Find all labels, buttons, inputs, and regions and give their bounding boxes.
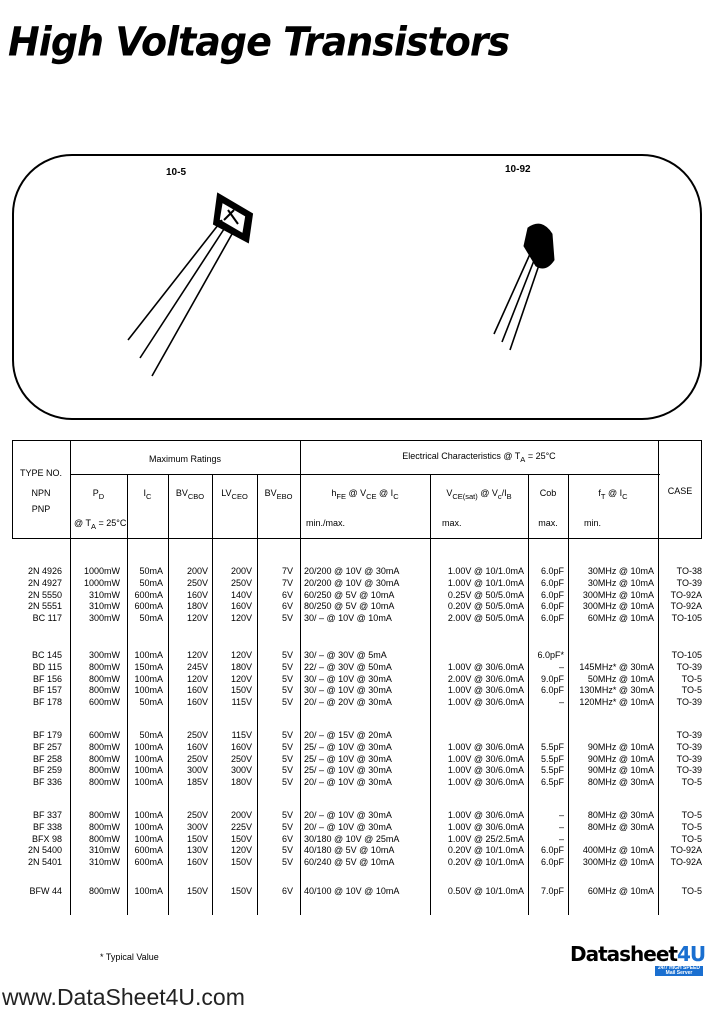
cell-bvebo: 5V [281,857,293,868]
cell-ft: 80MHz @ 30mA [587,821,654,832]
cell-type: BC 117 [32,613,62,624]
cell-vce-sat: 1.00V @ 30/6.0mA [447,661,524,672]
cell-lvceo: 200V [230,810,252,820]
cell-vce-sat: 0.20V @ 10/1.0mA [447,845,524,856]
cell-ic: 100mA [134,810,163,820]
cell-ft: 120MHz* @ 10mA [579,697,654,708]
cell-lvceo: 150V [230,857,252,868]
cell-case: TO-5 [681,673,702,684]
to5-lead-3 [152,234,232,376]
cell-lvceo: 115V [231,730,252,740]
cell-bvcbo: 160V [186,857,208,868]
cell-lvceo: 225V [230,821,252,832]
cell-ft: 90MHz @ 10mA [587,765,654,776]
cell-vce-sat: 0.25V @ 50/5.0mA [447,589,524,600]
cell-bvcbo: 160V [186,685,208,696]
cell-pd: 800mW [88,685,120,696]
to92-lead-1 [494,254,530,334]
header-ft-note: min. [584,518,602,528]
cell-vce-sat: 1.00V @ 10/1.0mA [447,577,524,588]
cell-bvcbo: 120V [186,650,208,660]
cell-bvebo: 7V [281,577,293,588]
to92-lead-3 [510,262,540,350]
cell-lvceo: 160V [230,741,252,752]
cell-bvcbo: 150V [186,886,208,896]
to92-lead-2 [502,258,535,342]
cell-cob: 6.0pF* [537,650,564,660]
cell-cob: 6.5pF [540,777,564,788]
cell-case: TO-5 [681,777,702,788]
cell-cob: 6.0pF [540,685,564,696]
cell-pd: 1000mW [83,577,120,588]
cell-case: TO-92A [670,601,702,612]
cell-hfe: 20/200 @ 10V @ 30mA [304,577,400,588]
cell-type: BFW 44 [29,886,62,896]
cell-vce-sat: 0.50V @ 10/1.0mA [447,886,524,896]
cell-vce-sat: 1.00V @ 30/6.0mA [447,741,524,752]
table-subheader-line [70,474,660,475]
cell-ft: 130MHz* @ 30mA [579,685,654,696]
cell-bvcbo: 150V [186,833,208,844]
cell-case: TO-92A [670,857,702,868]
cell-ic: 100mA [134,765,163,776]
cell-bvcbo: 160V [186,741,208,752]
table-row [12,834,702,846]
header-cob: Cob [539,488,557,498]
cell-lvceo: 120V [230,845,252,856]
cell-pd: 310mW [88,845,120,856]
cell-ic: 50mA [139,566,163,576]
cell-cob: 5.5pF [540,753,564,764]
cell-bvebo: 5V [281,741,293,752]
to5-transistor-illustration [110,180,270,380]
cell-ic: 100mA [134,821,163,832]
spec-table [12,440,702,915]
cell-case: TO-39 [676,753,702,764]
header-pnp: PNP [31,504,51,514]
cell-hfe: 20/ – @ 20V @ 30mA [304,697,392,708]
cell-bvcbo: 130V [186,845,208,856]
cell-bvcbo: 245V [186,661,208,672]
cell-bvcbo: 300V [186,765,208,776]
cell-vce-sat: 1.00V @ 30/6.0mA [447,765,524,776]
cell-hfe: 40/100 @ 10V @ 10mA [304,886,400,896]
cell-type: 2N 4927 [27,577,62,588]
cell-hfe: 20/ – @ 15V @ 20mA [304,730,392,740]
header-case: CASE [667,486,693,496]
cell-type: BF 259 [32,765,62,776]
cell-bvebo: 5V [281,685,293,696]
cell-ft: 90MHz @ 10mA [587,741,654,752]
brand-tagline: 24/7 HIGH SPEED Mail Server [655,966,703,976]
cell-ic: 100mA [134,777,163,788]
cell-ft: 300MHz @ 10mA [582,589,654,600]
cell-lvceo: 120V [230,613,252,624]
cell-type: BD 115 [32,661,62,672]
cell-lvceo: 150V [230,833,252,844]
cell-hfe: 20/ – @ 10V @ 30mA [304,821,392,832]
cell-hfe: 60/240 @ 5V @ 10mA [304,857,395,868]
cell-cob: – [558,661,564,672]
cell-bvebo: 5V [281,845,293,856]
header-npn: NPN [31,488,51,498]
table-row [12,857,702,869]
cell-bvebo: 5V [281,697,293,708]
cell-case: TO-5 [681,685,702,696]
cell-case: TO-5 [681,821,702,832]
cell-type: 2N 5400 [27,845,62,856]
cell-lvceo: 250V [230,577,252,588]
cell-ic: 50mA [139,613,163,624]
cell-cob: 6.0pF [540,857,564,868]
cell-hfe: 20/200 @ 10V @ 30mA [304,566,400,576]
cell-bvcbo: 200V [186,566,208,576]
cell-cob: 9.0pF [540,673,564,684]
header-cob-note: max. [538,518,558,528]
cell-bvcbo: 185V [186,777,208,788]
cell-case: TO-39 [676,741,702,752]
cell-hfe: 60/250 @ 5V @ 10mA [304,589,395,600]
cell-vce-sat: 0.20V @ 10/1.0mA [447,857,524,868]
cell-bvebo: 5V [281,661,293,672]
cell-cob: 5.5pF [540,741,564,752]
cell-vce-sat: 1.00V @ 30/6.0mA [447,697,524,708]
cell-type: 2N 4926 [27,566,62,576]
cell-type: BF 179 [32,730,62,740]
cell-pd: 600mW [88,697,120,708]
table-row [12,730,702,742]
cell-cob: – [558,833,564,844]
cell-hfe: 30/ – @ 10V @ 10mA [304,613,392,624]
cell-hfe: 20/ – @ 10V @ 30mA [304,810,392,820]
cell-ic: 100mA [134,833,163,844]
header-hfe-note: min./max. [306,518,346,528]
cell-case: TO-92A [670,845,702,856]
cell-hfe: 25/ – @ 10V @ 30mA [304,753,392,764]
table-row [12,601,702,613]
cell-bvebo: 5V [281,753,293,764]
cell-bvebo: 6V [281,601,293,612]
header-lvceo: $LV_{CEO}$ [221,488,248,501]
table-row [12,566,702,578]
cell-cob: – [558,821,564,832]
cell-type: BF 156 [32,673,62,684]
cell-type: BC 145 [31,650,62,660]
header-ic: $I_C$ [143,488,152,501]
cell-hfe: 25/ – @ 10V @ 30mA [304,765,392,776]
cell-ft: 300MHz @ 10mA [582,601,654,612]
cell-vce-sat: 1.00V @ 30/6.0mA [447,685,524,696]
cell-pd: 300mW [88,613,120,624]
cell-bvcbo: 120V [186,613,208,624]
cell-case: TO-39 [676,697,702,708]
cell-type: BF 337 [32,810,62,820]
cell-vce-sat: 1.00V @ 10/1.0mA [447,566,524,576]
cell-vce-sat: 1.00V @ 30/6.0mA [447,821,524,832]
cell-pd: 310mW [88,589,120,600]
cell-case: TO-39 [676,765,702,776]
cell-case: TO-39 [676,730,702,740]
cell-bvebo: 5V [281,650,293,660]
cell-type: 2N 5550 [27,589,62,600]
cell-vce-sat: 1.00V @ 30/6.0mA [447,777,524,788]
cell-vce-sat: 0.20V @ 50/5.0mA [447,601,524,612]
cell-ft: 30MHz @ 10mA [587,577,654,588]
cell-bvcbo: 250V [186,753,208,764]
header-type-no: TYPE NO. [19,468,62,478]
cell-pd: 310mW [88,857,120,868]
cell-case: TO-92A [670,589,702,600]
cell-vce-sat: 1.00V @ 25/2.5mA [447,833,524,844]
cell-hfe: 30/ – @ 10V @ 30mA [304,673,392,684]
cell-case: TO-39 [676,577,702,588]
table-row [12,754,702,766]
header-bvcbo: $BV_{CBO}$ [175,488,205,501]
cell-hfe: 40/180 @ 5V @ 10mA [304,845,395,856]
cell-hfe: 30/180 @ 10V @ 25mA [304,833,400,844]
cell-bvebo: 5V [281,613,293,624]
cell-lvceo: 120V [230,673,252,684]
brand-logo: Datasheet4U [570,942,706,966]
cell-ic: 100mA [134,753,163,764]
cell-case: TO-38 [676,566,702,576]
cell-pd: 800mW [88,765,120,776]
cell-cob: 6.0pF [540,566,564,576]
cell-ft: 80MHz @ 30mA [587,777,654,788]
table-row [12,822,702,834]
cell-type: BF 157 [32,685,62,696]
cell-hfe: 30/ – @ 10V @ 30mA [304,685,392,696]
cell-bvebo: 5V [281,765,293,776]
cell-cob: 6.0pF [540,577,564,588]
cell-lvceo: 150V [230,685,252,696]
cell-bvebo: 5V [281,673,293,684]
cell-bvcbo: 180V [186,601,208,612]
cell-type: BF 257 [32,741,62,752]
cell-type: BFX 98 [31,833,62,844]
cell-hfe: 25/ – @ 10V @ 30mA [304,741,392,752]
cell-hfe: 20/ – @ 10V @ 30mA [304,777,392,788]
table-row [12,777,702,789]
watermark-url[interactable]: www.DataSheet4U.com [2,984,245,1010]
header-vce-note: max. [442,518,462,528]
cell-ic: 100mA [134,650,163,660]
cell-cob: 7.0pF [540,886,564,896]
table-row [12,742,702,754]
table-row [12,590,702,602]
cell-ft: 145MHz* @ 30mA [579,661,654,672]
cell-lvceo: 300V [230,765,252,776]
cell-ft: 60MHz @ 10mA [587,886,654,896]
cell-pd: 800mW [88,741,120,752]
header-pd-cond: @ $T_A = 25^\circ C$ [74,518,127,531]
cell-ft: 30MHz @ 10mA [587,566,654,576]
cell-lvceo: 200V [230,566,252,576]
cell-case: TO-105 [671,650,702,660]
cell-bvcbo: 250V [186,730,208,740]
package-label-to92: 10-92 [505,164,531,175]
cell-bvebo: 5V [281,777,293,788]
cell-bvebo: 5V [281,810,293,820]
cell-lvceo: 120V [230,650,252,660]
cell-ic: 150mA [134,661,163,672]
header-max-ratings: Maximum Ratings [148,454,222,464]
cell-lvceo: 115V [231,697,252,708]
cell-pd: 800mW [88,821,120,832]
cell-ic: 50mA [139,577,163,588]
cell-type: BF 336 [32,777,62,788]
cell-bvcbo: 250V [186,577,208,588]
cell-pd: 800mW [88,886,120,896]
to5-lead-1 [128,220,222,340]
cell-ic: 50mA [139,697,163,708]
cell-ft: 300MHz @ 10mA [582,857,654,868]
cell-ic: 600mA [134,845,163,856]
header-ft: $f_T$ @ $I_C$ [598,488,628,501]
to92-transistor-illustration [480,210,580,360]
cell-ic: 100mA [134,673,163,684]
cell-pd: 310mW [88,601,120,612]
cell-bvcbo: 160V [186,697,208,708]
to92-body [524,224,554,268]
cell-pd: 800mW [88,810,120,820]
cell-cob: 6.0pF [540,601,564,612]
cell-bvcbo: 120V [186,673,208,684]
cell-lvceo: 180V [230,661,252,672]
cell-pd: 300mW [88,650,120,660]
table-row [12,886,702,898]
cell-ft: 80MHz @ 30mA [587,810,654,820]
cell-pd: 800mW [88,661,120,672]
header-pd: $P_D$ [92,488,105,501]
cell-case: TO-5 [681,886,702,896]
cell-bvebo: 5V [281,730,293,740]
table-row [12,613,702,625]
cell-pd: 800mW [88,833,120,844]
cell-pd: 600mW [88,730,120,740]
cell-ft: 60MHz @ 10mA [587,613,654,624]
cell-cob: 6.0pF [540,613,564,624]
cell-hfe: 80/250 @ 5V @ 10mA [304,601,395,612]
cell-ic: 600mA [134,857,163,868]
table-row [12,765,702,777]
cell-type: BF 178 [32,697,62,708]
cell-hfe: 22/ – @ 30V @ 50mA [304,661,392,672]
cell-cob: – [558,810,564,820]
cell-lvceo: 180V [230,777,252,788]
cell-bvcbo: 160V [186,589,208,600]
cell-case: TO-5 [681,833,702,844]
cell-case: TO-5 [681,810,702,820]
cell-type: BF 258 [32,753,62,764]
table-row [12,685,702,697]
table-row [12,662,702,674]
cell-vce-sat: 2.00V @ 50/5.0mA [447,613,524,624]
page-title: High Voltage Transistors [8,18,510,66]
cell-ic: 100mA [134,741,163,752]
cell-ft: 90MHz @ 10mA [587,753,654,764]
cell-pd: 800mW [88,777,120,788]
to5-lead-2 [140,226,226,358]
header-elec-char: Electrical Characteristics @ $T_A = 25^\circ C$ [402,451,556,464]
cell-cob: 6.0pF [540,845,564,856]
table-row [12,650,702,662]
table-row [12,810,702,822]
cell-bvebo: 6V [281,886,293,896]
cell-pd: 800mW [88,673,120,684]
table-row [12,697,702,709]
cell-ic: 600mA [134,601,163,612]
cell-bvcbo: 250V [186,810,208,820]
cell-case: TO-105 [671,613,702,624]
cell-bvebo: 6V [281,833,293,844]
cell-pd: 1000mW [83,566,120,576]
cell-pd: 800mW [88,753,120,764]
header-vce-sat: $V_{CE(sat)}$ @ $V_c/I_B$ [446,488,512,501]
cell-lvceo: 250V [230,753,252,764]
table-row [12,578,702,590]
cell-ft: 50MHz @ 10mA [587,673,654,684]
cell-vce-sat: 1.00V @ 30/6.0mA [447,810,524,820]
cell-vce-sat: 2.00V @ 30/6.0mA [447,673,524,684]
cell-bvebo: 7V [281,566,293,576]
cell-type: 2N 5401 [27,857,62,868]
cell-ic: 100mA [134,685,163,696]
table-header-bottom [12,538,702,539]
cell-type: 2N 5551 [27,601,62,612]
cell-ft: 400MHz @ 10mA [582,845,654,856]
cell-bvebo: 6V [281,589,293,600]
cell-cob: 6.0pF [540,589,564,600]
cell-ic: 50mA [139,730,163,740]
cell-lvceo: 140V [230,589,252,600]
cell-bvcbo: 300V [186,821,208,832]
cell-cob: 5.5pF [540,765,564,776]
cell-case: TO-39 [676,661,702,672]
table-top-border [12,440,702,441]
cell-ic: 100mA [134,886,163,896]
cell-type: BF 338 [32,821,62,832]
cell-cob: – [558,697,564,708]
cell-lvceo: 150V [230,886,252,896]
header-bvebo: $BV_{EBO}$ [264,488,293,501]
table-row [12,674,702,686]
package-label-to5: 10-5 [166,167,187,178]
cell-ic: 600mA [134,589,163,600]
cell-vce-sat: 1.00V @ 30/6.0mA [447,753,524,764]
cell-hfe: 30/ – @ 30V @ 5mA [304,650,387,660]
header-hfe: $h_{FE}$ @ $V_{CE}$ @ $I_C$ [331,488,399,501]
cell-lvceo: 160V [230,601,252,612]
cell-bvebo: 5V [281,821,293,832]
table-row [12,845,702,857]
footnote: * Typical Value [100,952,159,962]
